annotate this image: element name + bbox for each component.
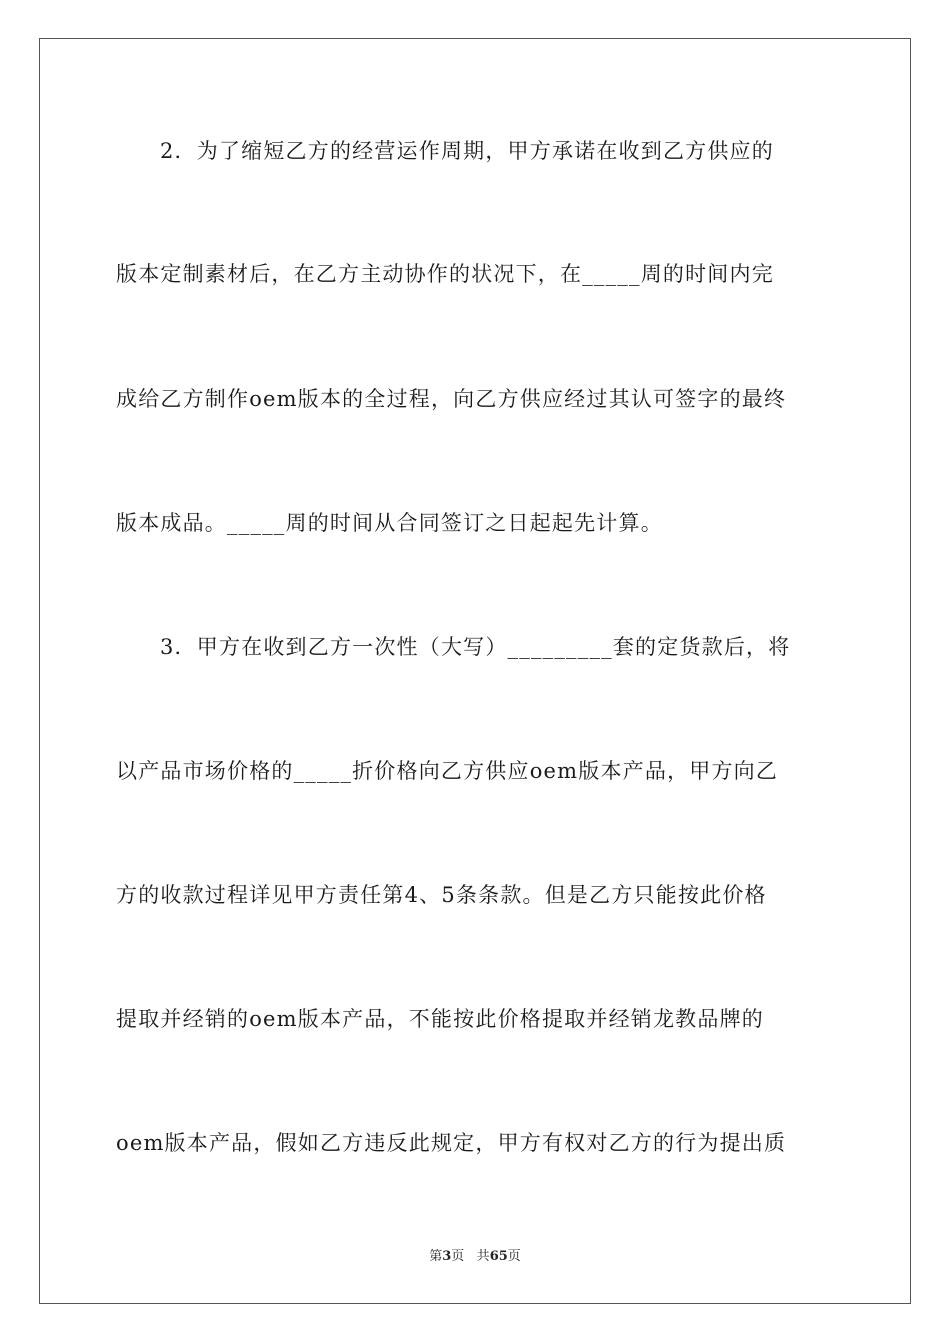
paragraph-2-line-1: 2．为了缩短乙方的经营运作周期，甲方承诺在收到乙方供应的	[160, 139, 774, 163]
paragraph-2-line-3: 成给乙方制作oem版本的全过程，向乙方供应经过其认可签字的最终	[116, 387, 787, 411]
footer-total-prefix: 共	[476, 1249, 490, 1264]
footer-current-page: 3	[442, 1249, 452, 1264]
paragraph-3-line-5: oem版本产品，假如乙方违反此规定，甲方有权对乙方的行为提出质	[116, 1131, 787, 1155]
paragraph-3-line-4: 提取并经销的oem版本产品，不能按此价格提取并经销龙教品牌的	[116, 1007, 764, 1031]
paragraph-3-line-1: 3．甲方在收到乙方一次性（大写）_________套的定货款后，将	[160, 635, 791, 659]
footer-page-suffix: 页	[451, 1249, 465, 1264]
footer-total-pages: 65	[489, 1249, 508, 1264]
page-border	[39, 38, 911, 1304]
paragraph-2-line-4: 版本成品。_____周的时间从合同签订之日起起先计算。	[116, 511, 663, 535]
footer-total-suffix: 页	[507, 1249, 521, 1264]
paragraph-3-line-2: 以产品市场价格的_____折价格向乙方供应oem版本产品，甲方向乙	[116, 759, 779, 783]
paragraph-2-line-2: 版本定制素材后，在乙方主动协作的状况下，在_____周的时间内完	[116, 262, 774, 286]
footer-page-prefix: 第	[429, 1249, 443, 1264]
page-footer	[0, 1245, 950, 1264]
paragraph-3-line-3: 方的收款过程详见甲方责任第4、5条条款。但是乙方只能按此价格	[116, 883, 767, 907]
